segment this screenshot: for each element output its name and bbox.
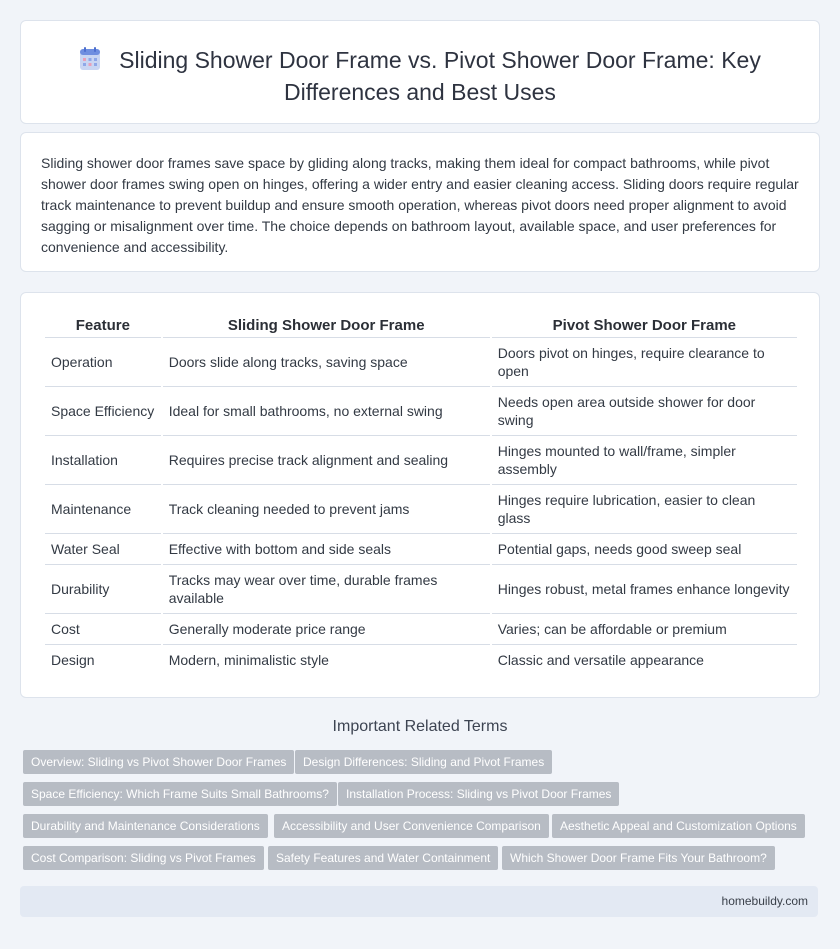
title-card	[20, 20, 820, 124]
pivot-cell: Potential gaps, needs good sweep seal	[492, 534, 797, 565]
summary-card	[20, 132, 820, 272]
comparison-table-card	[20, 292, 820, 698]
title-line-1: Sliding Shower Door Frame vs. Pivot Shower Door Frame: Key	[119, 47, 761, 73]
table-row	[45, 485, 797, 534]
pivot-cell: Hinges mounted to wall/frame, simpler assembly	[492, 436, 797, 485]
related-term-tag[interactable]: Overview: Sliding vs Pivot Shower Door Frames	[23, 750, 294, 774]
related-term-tag[interactable]: Cost Comparison: Sliding vs Pivot Frames	[23, 846, 264, 870]
pivot-cell: Doors pivot on hinges, require clearance to open	[492, 338, 797, 387]
sliding-cell: Generally moderate price range	[163, 614, 490, 645]
table-header-row	[45, 313, 797, 338]
feature-cell: Operation	[45, 338, 161, 387]
header-pivot: Pivot Shower Door Frame	[492, 313, 797, 338]
related-term-tag[interactable]: Aesthetic Appeal and Customization Options	[552, 814, 805, 838]
table-row	[45, 565, 797, 614]
related-term-tag[interactable]: Durability and Maintenance Considerations	[23, 814, 268, 838]
sliding-cell: Track cleaning needed to prevent jams	[163, 485, 490, 534]
table-row	[45, 614, 797, 645]
sliding-cell: Tracks may wear over time, durable frames available	[163, 565, 490, 614]
table-row	[45, 338, 797, 387]
feature-cell: Durability	[45, 565, 161, 614]
feature-cell: Maintenance	[45, 485, 161, 534]
header-feature: Feature	[45, 313, 161, 338]
table-row	[45, 436, 797, 485]
feature-cell: Water Seal	[45, 534, 161, 565]
sliding-cell: Doors slide along tracks, saving space	[163, 338, 490, 387]
comparison-table	[43, 313, 799, 675]
related-term-tag[interactable]: Safety Features and Water Containment	[268, 846, 498, 870]
related-terms-heading: Important Related Terms	[332, 718, 508, 735]
pivot-cell: Hinges require lubrication, easier to clean glass	[492, 485, 797, 534]
related-term-tag[interactable]: Which Shower Door Frame Fits Your Bathroom?	[502, 846, 775, 870]
sliding-cell: Effective with bottom and side seals	[163, 534, 490, 565]
sliding-cell: Modern, minimalistic style	[168, 652, 329, 668]
table-row	[45, 534, 797, 565]
feature-cell: Design	[51, 652, 95, 668]
footer-site[interactable]: homebuildy.com	[721, 894, 808, 908]
related-term-tag[interactable]: Installation Process: Sliding vs Pivot Door Frames	[338, 782, 619, 806]
page-title	[21, 46, 819, 107]
title-line-2: Differences and Best Uses	[284, 79, 556, 105]
sliding-cell: Requires precise track alignment and sealing	[163, 436, 490, 485]
feature-cell: Cost	[45, 614, 161, 645]
table-row	[45, 387, 797, 436]
pivot-cell: Hinges robust, metal frames enhance longevity	[492, 565, 797, 614]
pivot-cell: Classic and versatile appearance	[497, 652, 704, 668]
footer	[20, 886, 818, 917]
related-term-tag[interactable]: Space Efficiency: Which Frame Suits Small Bathrooms?	[23, 782, 337, 806]
pivot-cell: Varies; can be affordable or premium	[492, 614, 797, 645]
header-sliding: Sliding Shower Door Frame	[163, 313, 490, 338]
summary-text: Sliding shower door frames save space by gliding along tracks, making them ideal for compact bathrooms, while pivot shower door frames swing open on hinges, offering a wider entry and easier cleaning access. Sliding doors require regular track maintenance to prevent buildup and ensure smooth operation, whereas pivot doors need proper alignment to avoid sagging or misalignment over time. The choice depends on bathroom layout, available space, and user preferences for convenience and accessibility.	[41, 155, 799, 255]
pivot-cell: Needs open area outside shower for door swing	[492, 387, 797, 436]
feature-cell: Space Efficiency	[45, 387, 161, 436]
document-list-icon	[79, 47, 101, 78]
related-term-tag[interactable]: Design Differences: Sliding and Pivot Frames	[295, 750, 552, 774]
table-row	[45, 645, 797, 675]
related-term-tag[interactable]: Accessibility and User Convenience Comparison	[274, 814, 549, 838]
feature-cell: Installation	[45, 436, 161, 485]
sliding-cell: Ideal for small bathrooms, no external swing	[163, 387, 490, 436]
